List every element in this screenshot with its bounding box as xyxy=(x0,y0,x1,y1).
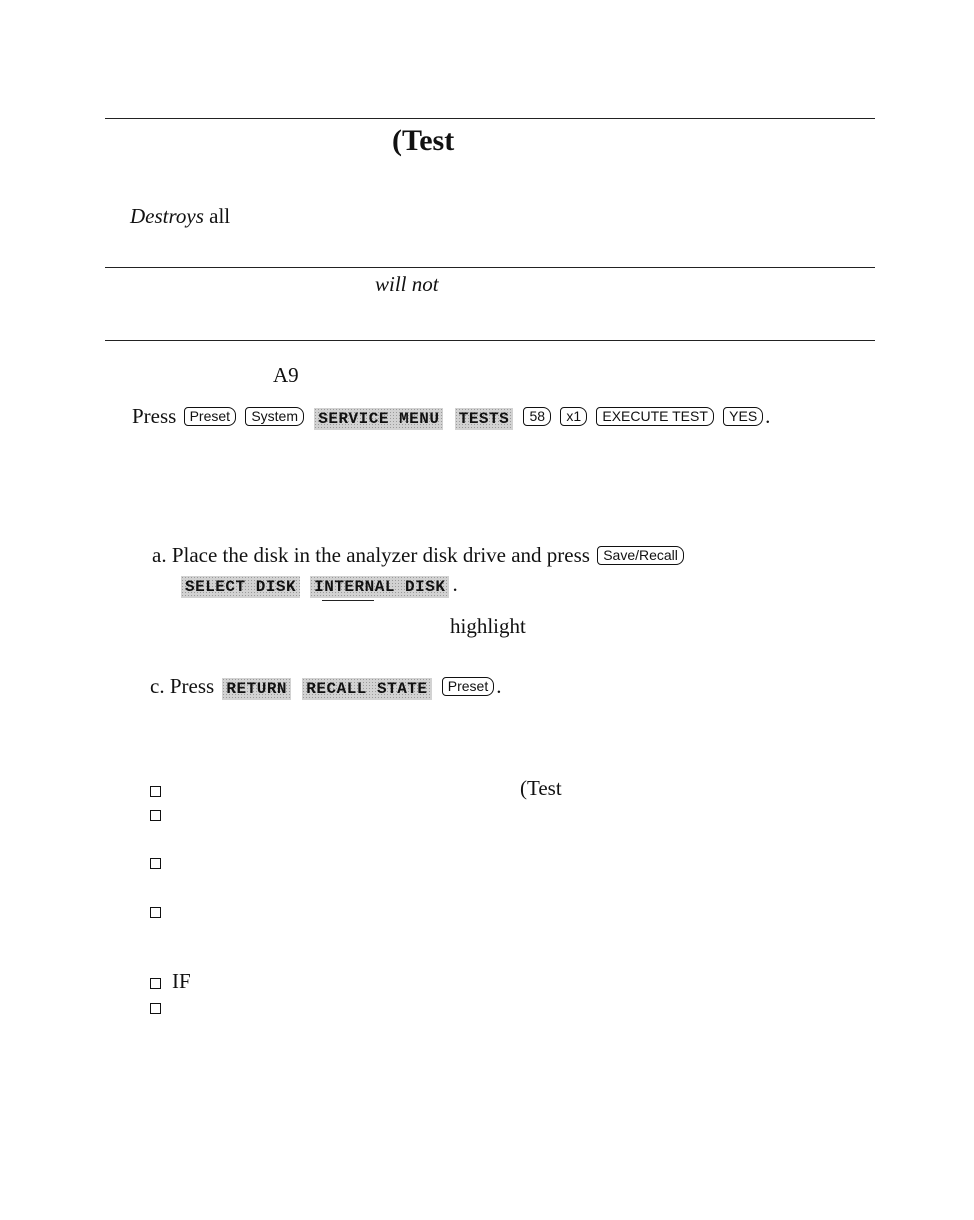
step-c-line xyxy=(150,674,501,700)
note-emphasis: will not xyxy=(375,272,439,296)
system-key[interactable]: System xyxy=(245,407,304,426)
tests-softkey[interactable]: TESTS xyxy=(455,408,514,430)
intro-rest: all xyxy=(209,204,231,228)
checkbox-5[interactable] xyxy=(150,978,161,989)
internal-disk-softkey[interactable]: INTERNAL DISK xyxy=(310,576,449,598)
service-menu-softkey[interactable]: SERVICE MENU xyxy=(314,408,443,430)
intro-emphasis: Destroys xyxy=(130,204,204,228)
checkbox-6[interactable] xyxy=(150,1003,161,1014)
step-a-line xyxy=(152,543,686,568)
press-instruction xyxy=(132,404,770,430)
recall-state-softkey[interactable]: RECALL STATE xyxy=(302,678,431,700)
step-b-fragment: highlight xyxy=(450,614,526,638)
press-end: . xyxy=(765,404,771,428)
key-58[interactable]: 58 xyxy=(523,407,551,426)
execute-test-key[interactable]: EXECUTE TEST xyxy=(596,407,714,426)
preset-key-2[interactable]: Preset xyxy=(442,677,494,696)
yes-key[interactable]: YES xyxy=(723,407,763,426)
preset-key[interactable]: Preset xyxy=(184,407,236,426)
note-top-rule xyxy=(105,267,875,268)
step-a-softkeys xyxy=(178,572,458,598)
key-x1[interactable]: x1 xyxy=(560,407,587,426)
top-rule xyxy=(105,118,875,119)
step-c-label: Press xyxy=(169,674,215,698)
intro-text xyxy=(130,204,230,229)
checkbox-4[interactable] xyxy=(150,907,161,918)
press-label: Press xyxy=(132,404,177,428)
step-reference: A9 xyxy=(273,363,299,387)
checkbox-3[interactable] xyxy=(150,858,161,869)
checkbox-2[interactable] xyxy=(150,810,161,821)
step-a-marker: a. xyxy=(152,543,167,567)
step-a-end: . xyxy=(452,572,458,596)
step-c-end: . xyxy=(496,674,502,698)
checklist-item-5-fragment: IF xyxy=(172,969,191,993)
select-disk-softkey[interactable]: SELECT DISK xyxy=(181,576,300,598)
checklist-item-1-fragment: (Test xyxy=(520,776,562,800)
checkbox-1[interactable] xyxy=(150,786,161,797)
step-c-marker: c. xyxy=(150,674,165,698)
return-softkey[interactable]: RETURN xyxy=(222,678,291,700)
step-a-text: Place the disk in the analyzer disk drive and press xyxy=(171,543,590,567)
save-recall-key[interactable]: Save/Recall xyxy=(597,546,684,565)
note-bottom-rule xyxy=(105,340,875,341)
section-heading: (Test xyxy=(392,124,455,157)
internal-disk-underline xyxy=(322,600,374,601)
